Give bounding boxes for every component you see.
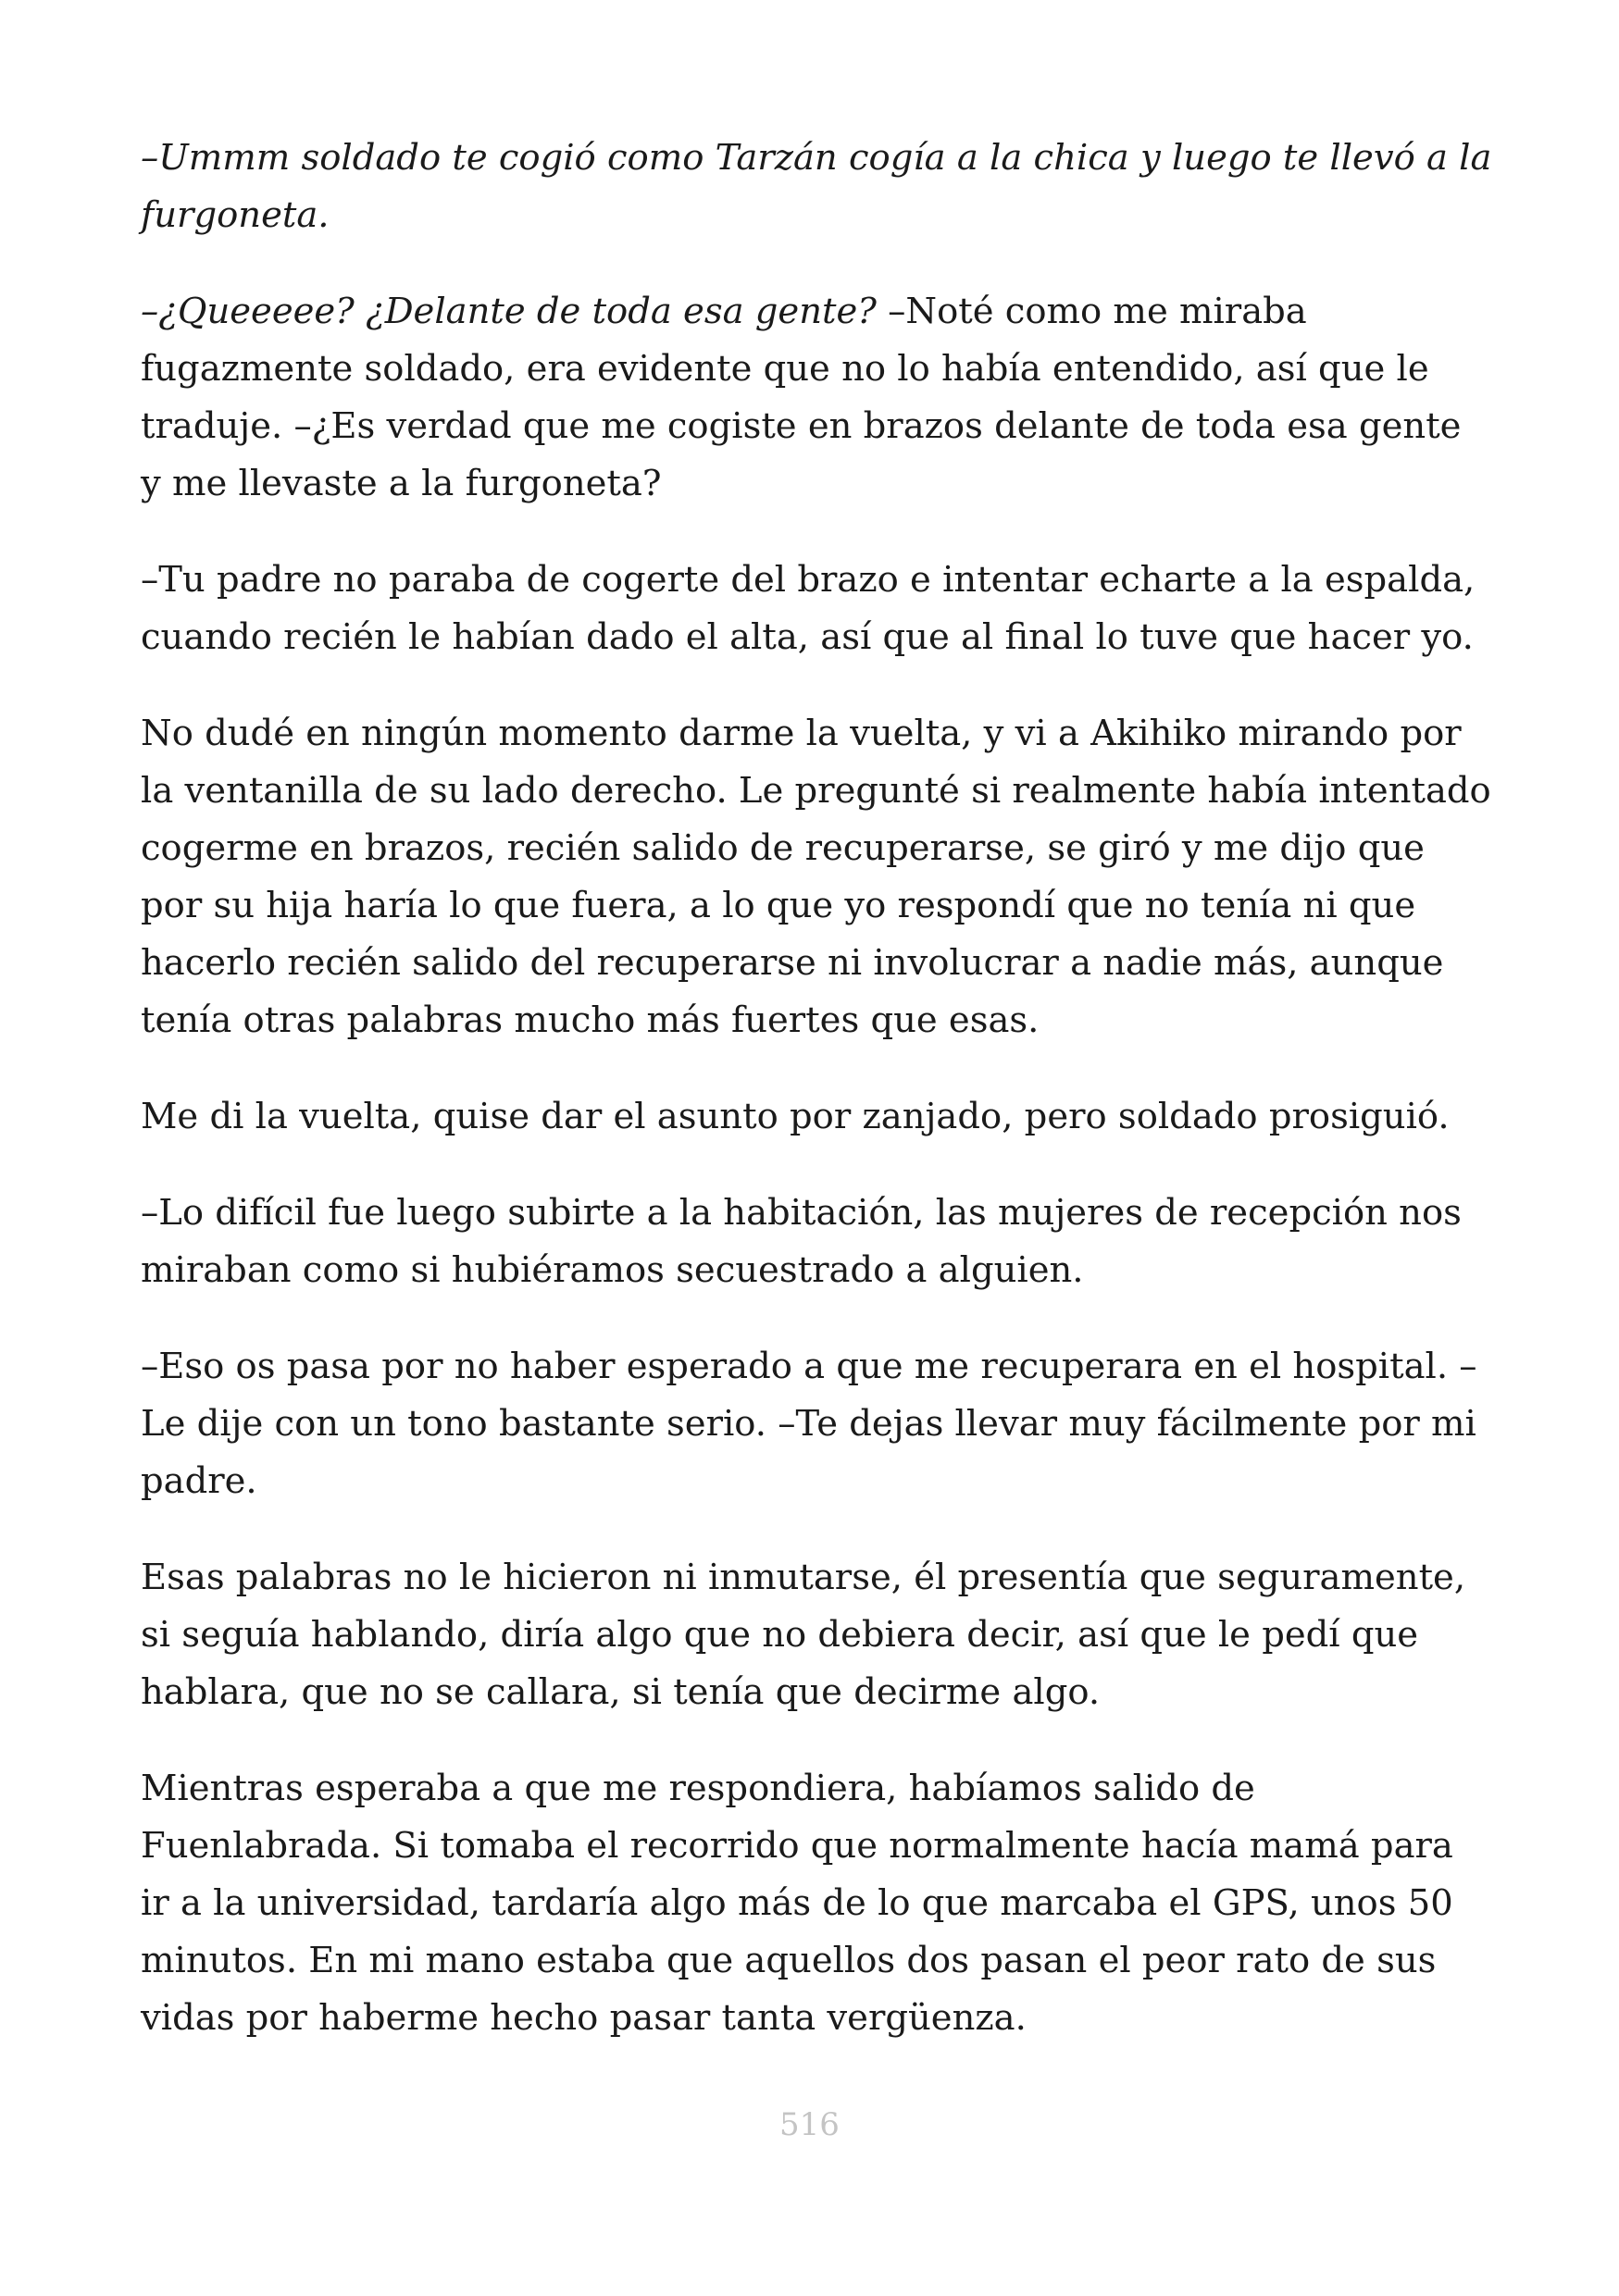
page-number: 516 xyxy=(779,2106,840,2143)
paragraph-9-text: Mientras esperaba a que me respondiera, habíamos salido de Fuenlabrada. Si tomaba el recorrido que normalmente hacía mamá para ir a la universidad, tardaría algo más de lo que marcaba el GPS, unos 50 minutos. En mi mano estaba que aquellos dos pasan el peor rato de sus vidas por haberme hecho pasar tanta vergüenza. xyxy=(141,1768,1453,2039)
paragraph-3 xyxy=(141,552,1492,666)
paragraph-8 xyxy=(141,1549,1492,1721)
paragraph-2-italic: –¿Queeeee? ¿Delante de toda esa gente? xyxy=(141,291,877,332)
paragraph-5-text: Me di la vuelta, quise dar el asunto por zanjado, pero soldado prosiguió. xyxy=(141,1096,1450,1137)
paragraph-9 xyxy=(141,1760,1492,2047)
paragraph-8-text: Esas palabras no le hicieron ni inmutarse, él presentía que seguramente, si seguía hablando, diría algo que no debiera decir, así que le pedí que hablara, que no se callara, si tenía que decirme algo. xyxy=(141,1557,1466,1713)
paragraph-7 xyxy=(141,1338,1492,1510)
paragraph-3-text: –Tu padre no paraba de cogerte del brazo e intentar echarte a la espalda, cuando recién le habían dado el alta, así que al final lo tuve que hacer yo. xyxy=(141,559,1476,658)
paragraph-5 xyxy=(141,1088,1492,1146)
paragraph-6 xyxy=(141,1185,1492,1299)
paragraph-1-italic: –Ummm soldado te cogió como Tarzán cogía a la chica y luego te llevó a la furgoneta. xyxy=(141,137,1492,236)
paragraph-4 xyxy=(141,705,1492,1049)
paragraph-7-text: –Eso os pasa por no haber esperado a que me recuperara en el hospital. –Le dije con un tono bastante serio. –Te dejas llevar muy fácilmente por mi padre. xyxy=(141,1346,1477,1502)
paragraph-4-text: No dudé en ningún momento darme la vuelta, y vi a Akihiko mirando por la ventanilla de su lado derecho. Le pregunté si realmente había intentado cogerme en brazos, recién salido de recuperarse, se giró y me dijo que por su hija haría lo que fuera, a lo que yo respondí que no tenía ni que hacerlo recién salido del recuperarse ni involucrar a nadie más, aunque tenía otras palabras mucho más fuertes que esas. xyxy=(141,713,1491,1041)
paragraph-2-text: –Noté como me miraba fugazmente soldado, era evidente que no lo había entendido, así que le traduje. –¿Es verdad que me cogiste en brazos delante de toda esa gente y me llevaste a la furgoneta? xyxy=(141,291,1462,504)
page-body xyxy=(141,130,1492,2086)
paragraph-2 xyxy=(141,283,1492,513)
paragraph-1 xyxy=(141,130,1492,244)
paragraph-6-text: –Lo difícil fue luego subirte a la habitación, las mujeres de recepción nos miraban como si hubiéramos secuestrado a alguien. xyxy=(141,1192,1462,1291)
